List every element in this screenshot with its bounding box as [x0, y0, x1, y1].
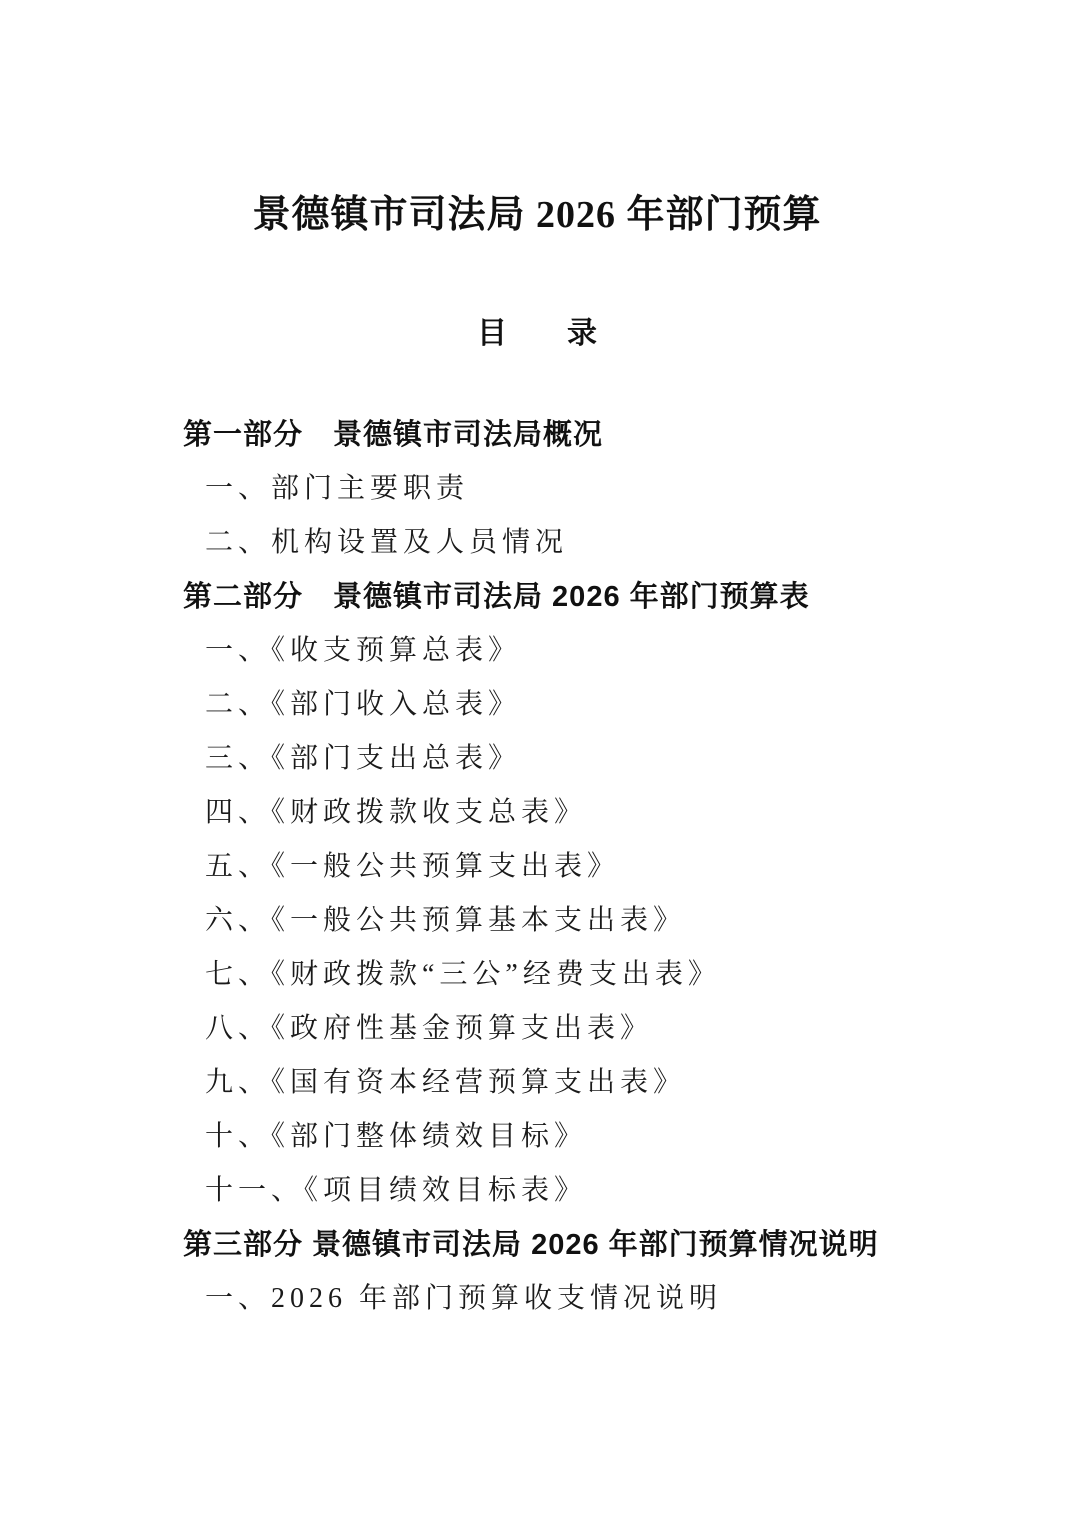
toc-item: 五、《一般公共预算支出表》 — [205, 851, 621, 882]
toc-item: 八、《政府性基金预算支出表》 — [205, 1013, 654, 1044]
toc-item: 一、《收支预算总表》 — [205, 635, 522, 666]
toc-body — [0, 408, 1074, 1326]
toc-item: 十、《部门整体绩效目标》 — [205, 1121, 588, 1152]
toc-item: 二、《部门收入总表》 — [205, 689, 522, 720]
toc-section-heading-part1: 第一部分 景德镇市司法局概况 — [183, 419, 604, 451]
toc-section-heading-part3: 第三部分 景德镇市司法局 2026 年部门预算情况说明 — [183, 1229, 879, 1261]
toc-item: 十一、《项目绩效目标表》 — [205, 1175, 588, 1206]
toc-item: 七、《财政拨款“三公”经费支出表》 — [205, 959, 721, 990]
toc-section-heading-part2: 第二部分 景德镇市司法局 2026 年部门预算表 — [183, 581, 810, 613]
toc-item: 六、《一般公共预算基本支出表》 — [205, 905, 687, 936]
toc-item: 九、《国有资本经营预算支出表》 — [205, 1067, 687, 1098]
toc-item: 三、《部门支出总表》 — [205, 743, 522, 774]
toc-item: 二、机构设置及人员情况 — [205, 527, 569, 558]
toc-item: 四、《财政拨款收支总表》 — [205, 797, 588, 828]
document-title: 景德镇市司法局 2026 年部门预算 — [252, 194, 822, 236]
toc-heading: 目 录 — [477, 317, 597, 350]
toc-item: 一、部门主要职责 — [205, 473, 470, 504]
toc-item: 一、2026 年部门预算收支情况说明 — [205, 1283, 723, 1314]
